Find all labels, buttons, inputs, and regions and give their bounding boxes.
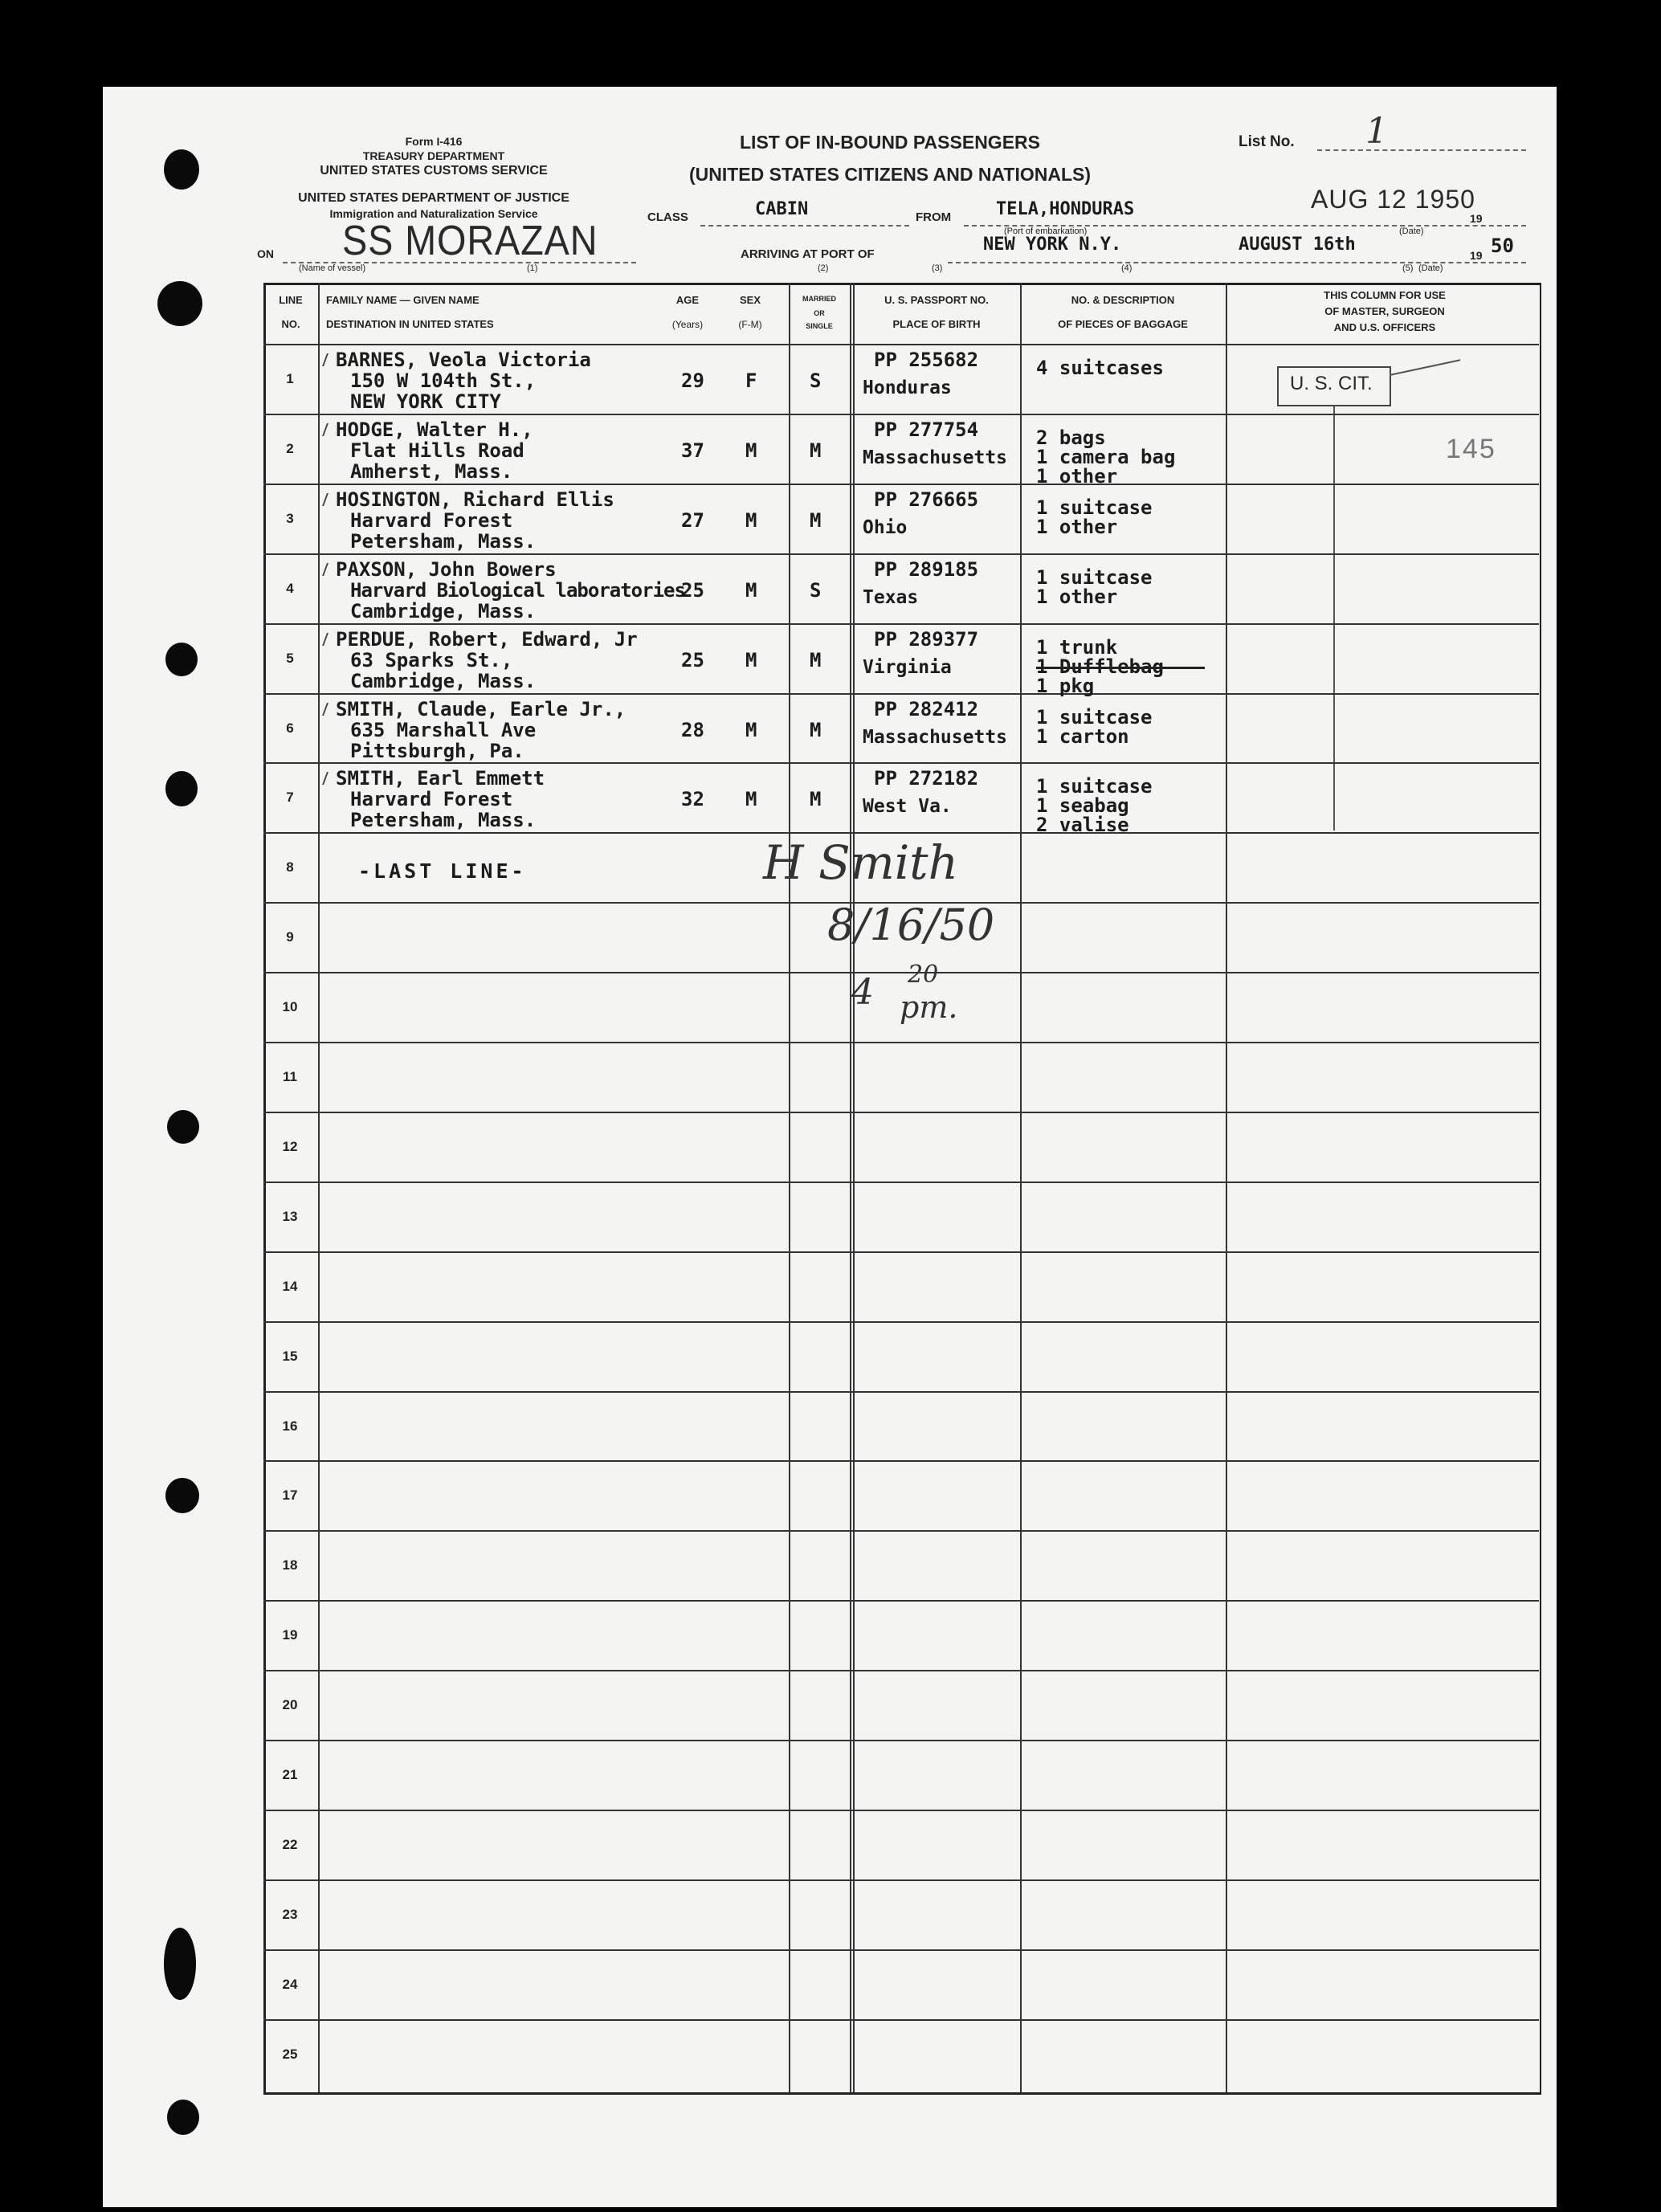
row-divider xyxy=(263,1949,1539,1951)
header-sex-2: (F-M) xyxy=(738,319,762,330)
date-caption-2: (Date) xyxy=(1418,263,1443,273)
passenger-age: 37 xyxy=(681,439,704,462)
passport-number: PP 255682 xyxy=(874,349,979,371)
from-label: FROM xyxy=(916,210,952,224)
num-5: (5) xyxy=(1402,263,1414,273)
line-number: 10 xyxy=(282,999,298,1014)
passenger-age: 28 xyxy=(681,719,704,741)
passenger-address-line2: Petersham, Mass. xyxy=(350,530,537,553)
signed-time-pm: pm. xyxy=(900,990,958,1025)
baggage-line2: 1 other xyxy=(1036,516,1118,538)
passenger-name: HODGE, Walter H., xyxy=(336,418,533,441)
line-number: 16 xyxy=(282,1418,298,1434)
passenger-age: 32 xyxy=(681,788,704,810)
line-number: 13 xyxy=(282,1209,298,1224)
line-number: 18 xyxy=(282,1557,298,1573)
passenger-marital-status: M xyxy=(810,719,822,741)
header-officers-2: OF MASTER, SURGEON xyxy=(1324,305,1445,317)
passenger-address-line1: Harvard Forest xyxy=(350,509,513,532)
line-number: 22 xyxy=(282,1837,298,1852)
signed-time-min: 20 xyxy=(908,961,939,989)
binder-hole xyxy=(167,2100,199,2135)
place-of-birth: Texas xyxy=(863,587,919,608)
row-divider xyxy=(263,1670,1539,1671)
baggage-line1: 1 suitcase xyxy=(1036,496,1153,519)
line-number: 8 xyxy=(286,859,294,875)
binder-hole xyxy=(165,1478,199,1513)
line-number: 21 xyxy=(282,1767,298,1782)
header-passport-1: U. S. PASSPORT NO. xyxy=(884,294,989,306)
line-number: 19 xyxy=(282,1627,298,1643)
line-number: 9 xyxy=(286,929,294,945)
place-of-birth: Massachusetts xyxy=(863,727,1008,748)
line-number: 20 xyxy=(282,1697,298,1712)
line-number: 11 xyxy=(283,1069,297,1084)
binder-hole xyxy=(157,281,202,326)
binder-hole xyxy=(164,1928,196,2000)
baggage-line1: 1 suitcase xyxy=(1036,775,1153,798)
row-divider xyxy=(263,484,1539,485)
passport-number: PP 289377 xyxy=(874,628,979,651)
passenger-sex: M xyxy=(745,579,757,602)
row-divider xyxy=(263,832,1539,834)
passenger-age: 27 xyxy=(681,509,704,532)
form-subtitle: (UNITED STATES CITIZENS AND NATIONALS) xyxy=(688,164,1092,185)
passenger-sex: M xyxy=(745,509,757,532)
line-number: 12 xyxy=(282,1139,298,1154)
row-divider xyxy=(263,1321,1539,1323)
line-number: 7 xyxy=(286,790,294,805)
line-number: 2 xyxy=(286,441,294,456)
baggage-line1: 1 trunk xyxy=(1036,636,1118,659)
passenger-sex: M xyxy=(745,439,757,462)
header-line-2: NO. xyxy=(281,318,300,330)
row-divider xyxy=(263,1042,1539,1043)
class-underline xyxy=(700,225,909,227)
row-divider xyxy=(263,2019,1539,2021)
us-cit-stamp: U. S. CIT. xyxy=(1290,373,1373,394)
baggage-line2: 1 carton xyxy=(1036,725,1129,748)
line-number: 17 xyxy=(282,1488,298,1503)
passenger-name: PERDUE, Robert, Edward, Jr xyxy=(336,628,638,651)
row-divider xyxy=(263,1600,1539,1602)
last-line-marker: -LAST LINE- xyxy=(358,859,527,883)
passenger-address-line2: Petersham, Mass. xyxy=(350,809,537,831)
passport-number: PP 277754 xyxy=(874,418,979,441)
passenger-name: BARNES, Veola Victoria xyxy=(336,349,591,371)
list-no-value: 1 xyxy=(1365,111,1388,152)
date-caption-1: (Date) xyxy=(1399,227,1424,236)
passenger-sex: F xyxy=(745,369,757,392)
baggage-line1: 4 suitcases xyxy=(1036,357,1164,379)
line-number: 3 xyxy=(286,511,294,526)
row-divider xyxy=(263,1182,1539,1183)
passenger-marital-status: M xyxy=(810,649,822,671)
baggage-line3: 1 other xyxy=(1036,465,1118,488)
vessel-name: SS MORAZAN xyxy=(342,218,598,264)
passenger-sex: M xyxy=(745,719,757,741)
on-label: ON xyxy=(257,247,274,260)
header-age-2: (Years) xyxy=(671,319,704,330)
passenger-age: 25 xyxy=(681,649,704,671)
binder-hole xyxy=(167,1110,199,1144)
passenger-name: SMITH, Claude, Earle Jr., xyxy=(336,698,626,720)
list-no-label: List No. xyxy=(1239,133,1295,150)
num-2: (2) xyxy=(818,263,829,273)
place-of-birth: West Va. xyxy=(863,796,952,817)
header-baggage-1: NO. & DESCRIPTION xyxy=(1071,294,1175,306)
year-prefix: 19 xyxy=(1470,212,1483,225)
line-number: 24 xyxy=(282,1977,298,1992)
header-name-2: DESTINATION IN UNITED STATES xyxy=(326,318,494,330)
passenger-marital-status: M xyxy=(810,439,822,462)
passenger-address-line1: Harvard Forest xyxy=(350,788,513,810)
form-number: Form I-416 xyxy=(405,135,463,148)
passenger-address-line2: Pittsburgh, Pa. xyxy=(350,740,524,762)
passenger-address-line1: Flat Hills Road xyxy=(350,439,524,462)
arriving-label: ARRIVING AT PORT OF xyxy=(741,247,875,261)
passenger-sex: M xyxy=(745,788,757,810)
passenger-name: PAXSON, John Bowers xyxy=(336,558,557,581)
row-divider xyxy=(263,1530,1539,1532)
passenger-address-line1: 635 Marshall Ave xyxy=(350,719,537,741)
dept-treasury: TREASURY DEPARTMENT xyxy=(362,149,505,162)
year-suffix: 50 xyxy=(1491,235,1514,257)
header-sex-1: SEX xyxy=(739,294,761,306)
row-divider xyxy=(263,414,1539,415)
header-married-2: OR xyxy=(814,309,825,317)
header-married-3: SINGLE xyxy=(806,322,833,330)
list-no-underline xyxy=(1317,149,1526,151)
passenger-address-line1: Harvard Biological laboratories xyxy=(350,579,685,602)
baggage-line1: 1 suitcase xyxy=(1036,706,1153,728)
class-label: CLASS xyxy=(647,210,688,224)
passenger-age: 25 xyxy=(681,579,704,602)
hand-drawn-line xyxy=(1333,406,1335,831)
num-3: (3) xyxy=(932,263,943,273)
baggage-line3: 2 valise xyxy=(1036,814,1129,836)
line-number: 1 xyxy=(286,371,294,386)
header-passport-2: PLACE OF BIRTH xyxy=(892,318,981,330)
line-number: 6 xyxy=(286,720,294,736)
passenger-name: HOSINGTON, Richard Ellis xyxy=(336,488,614,511)
signed-time-hour: 4 xyxy=(851,972,874,1013)
row-divider xyxy=(263,623,1539,625)
passenger-age: 29 xyxy=(681,369,704,392)
baggage-line3: 1 pkg xyxy=(1036,675,1095,697)
header-baggage-2: OF PIECES OF BAGGAGE xyxy=(1058,318,1188,330)
num-1: (1) xyxy=(527,263,538,273)
form-title: LIST OF IN-BOUND PASSENGERS xyxy=(740,132,1040,153)
baggage-line2: 1 seabag xyxy=(1036,794,1129,817)
binder-hole xyxy=(164,149,199,190)
header-officers-1: THIS COLUMN FOR USE xyxy=(1324,289,1446,301)
baggage-line2: 1 Dufflebag xyxy=(1036,655,1164,678)
header-name-1: FAMILY NAME — GIVEN NAME xyxy=(326,294,480,306)
passport-number: PP 289185 xyxy=(874,558,979,581)
row-divider xyxy=(263,1460,1539,1462)
passenger-address-line2: Cambridge, Mass. xyxy=(350,670,537,692)
place-of-birth: Massachusetts xyxy=(863,447,1008,468)
passenger-name: SMITH, Earl Emmett xyxy=(336,767,545,790)
header-divider xyxy=(263,344,1539,345)
passport-number: PP 282412 xyxy=(874,698,979,720)
header-line-1: LINE xyxy=(279,294,303,306)
passport-number: PP 272182 xyxy=(874,767,979,790)
passenger-marital-status: M xyxy=(810,509,822,532)
row-divider xyxy=(263,1740,1539,1741)
num-4: (4) xyxy=(1121,263,1132,273)
row-divider xyxy=(263,762,1539,764)
baggage-line2: 1 camera bag xyxy=(1036,446,1176,468)
signed-date: 8/16/50 xyxy=(827,900,995,950)
place-of-birth: Virginia xyxy=(863,657,952,678)
row-divider xyxy=(263,972,1539,973)
binder-hole xyxy=(165,643,198,676)
passenger-address-line1: 63 Sparks St., xyxy=(350,649,513,671)
line-number: 15 xyxy=(282,1349,298,1364)
passenger-sex: M xyxy=(745,649,757,671)
header-married-1: MARRIED xyxy=(802,295,836,303)
port-value: NEW YORK N.Y. xyxy=(983,235,1122,255)
row-divider xyxy=(263,1810,1539,1811)
dept-justice: UNITED STATES DEPARTMENT OF JUSTICE xyxy=(298,191,569,205)
line-number: 25 xyxy=(282,2047,298,2062)
row-divider xyxy=(263,693,1539,695)
line-number: 14 xyxy=(282,1279,298,1294)
row-divider xyxy=(263,1112,1539,1113)
dept-customs: UNITED STATES CUSTOMS SERVICE xyxy=(320,164,548,178)
passenger-address-line2: NEW YORK CITY xyxy=(350,390,501,413)
passenger-address-line2: Amherst, Mass. xyxy=(350,460,513,483)
number-stamp: 145 xyxy=(1446,434,1496,464)
baggage-line1: 2 bags xyxy=(1036,426,1106,449)
date-stamp: AUG 12 1950 xyxy=(1311,185,1475,214)
embark-caption: (Port of embarkation) xyxy=(1004,227,1088,236)
class-value: CABIN xyxy=(755,199,809,219)
signature: H Smith xyxy=(763,835,958,890)
line-number: 23 xyxy=(282,1907,298,1922)
row-divider xyxy=(263,1879,1539,1881)
arrival-date: AUGUST 16th xyxy=(1239,235,1356,255)
line-number: 5 xyxy=(286,651,294,666)
baggage-line2: 1 other xyxy=(1036,586,1118,608)
passenger-marital-status: S xyxy=(810,369,822,392)
baggage-line1: 1 suitcase xyxy=(1036,566,1153,589)
header-officers-3: AND U.S. OFFICERS xyxy=(1333,321,1436,333)
dept-immigration: Immigration and Naturalization Service xyxy=(329,207,538,220)
row-divider xyxy=(263,553,1539,555)
header-age-1: AGE xyxy=(675,294,700,306)
from-value: TELA,HONDURAS xyxy=(996,199,1135,219)
row-divider xyxy=(263,1251,1539,1253)
binder-hole xyxy=(165,771,198,806)
vessel-caption: (Name of vessel) xyxy=(299,263,366,273)
place-of-birth: Honduras xyxy=(863,378,952,398)
passenger-address-line1: 150 W 104th St., xyxy=(350,369,537,392)
passenger-address-line2: Cambridge, Mass. xyxy=(350,600,537,622)
place-of-birth: Ohio xyxy=(863,517,908,538)
passenger-marital-status: S xyxy=(810,579,822,602)
line-number: 4 xyxy=(286,581,294,596)
strikethrough-mark xyxy=(1036,667,1205,669)
passport-number: PP 276665 xyxy=(874,488,979,511)
passenger-marital-status: M xyxy=(810,788,822,810)
row-divider xyxy=(263,1391,1539,1393)
year-prefix-2: 19 xyxy=(1470,249,1483,262)
